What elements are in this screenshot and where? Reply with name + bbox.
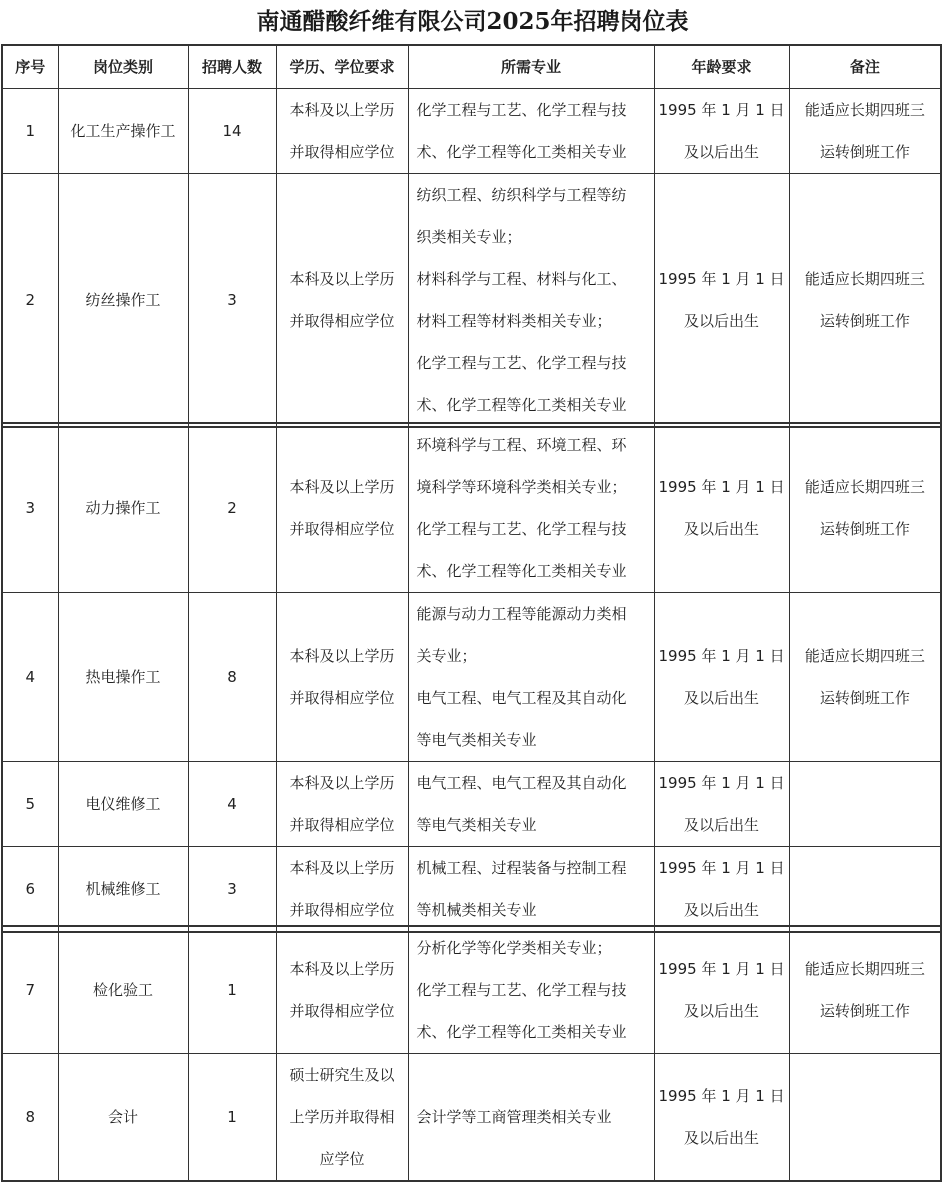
table-row [2, 423, 941, 593]
cell-line: 及以后出生 [684, 689, 760, 707]
note [789, 926, 941, 1054]
cell-line: 本科及以上学历 [289, 101, 395, 119]
position-category: 机械维修工 [58, 847, 188, 933]
cell-line: 能适应长期四班三 [804, 478, 925, 496]
table-header-row [2, 45, 941, 89]
cell-line: 电气工程、电气工程及其自动化 [416, 774, 627, 792]
cell-line: 分析化学等化学类相关专业； [416, 939, 612, 957]
table-row [2, 847, 941, 933]
age-requirement [654, 89, 789, 174]
table-row [2, 593, 941, 762]
hire-count: 2 [188, 423, 276, 593]
cell-line: 上学历并取得相 [289, 1108, 395, 1126]
table-row [2, 1054, 941, 1182]
cell-line: 及以后出生 [684, 901, 760, 919]
table-row [2, 926, 941, 1054]
cell-line: 并取得相应学位 [289, 689, 395, 707]
cell-line: 及以后出生 [684, 312, 760, 330]
recruitment-table-part2 [1, 422, 942, 933]
cell-line: 1995 年 1 月 1 日 [658, 647, 785, 665]
hire-count: 3 [188, 847, 276, 933]
age-requirement [654, 593, 789, 762]
cell-line: 术、化学工程等化工类相关专业 [416, 396, 627, 414]
required-major [408, 423, 654, 593]
cell-line: 及以后出生 [684, 520, 760, 538]
cell-line: 1995 年 1 月 1 日 [658, 478, 785, 496]
cell-line: 环境科学与工程、环境工程、环 [416, 436, 627, 454]
cell-line: 本科及以上学历 [289, 647, 395, 665]
note [789, 593, 941, 762]
education-requirement [276, 593, 408, 762]
page-title: 南通醋酸纤维有限公司2025年招聘岗位表 [256, 8, 689, 35]
header-note: 备注 [789, 45, 941, 89]
cell-line: 织类相关专业； [416, 228, 522, 246]
hire-count: 14 [188, 89, 276, 174]
education-requirement [276, 847, 408, 933]
position-category: 化工生产操作工 [58, 89, 188, 174]
cell-line: 应学位 [319, 1150, 365, 1168]
hire-count: 4 [188, 762, 276, 847]
required-major [408, 1054, 654, 1182]
cell-line: 纺织工程、纺织科学与工程等纺 [416, 186, 627, 204]
education-requirement [276, 1054, 408, 1182]
education-requirement [276, 926, 408, 1054]
table-row [2, 89, 941, 174]
cell-line: 会计学等工商管理类相关专业 [416, 1108, 612, 1126]
cell-line: 并取得相应学位 [289, 520, 395, 538]
note [789, 762, 941, 847]
position-category: 会计 [58, 1054, 188, 1182]
cell-line: 本科及以上学历 [289, 859, 395, 877]
cell-line: 本科及以上学历 [289, 478, 395, 496]
education-requirement [276, 89, 408, 174]
cell-line: 1995 年 1 月 1 日 [658, 1087, 785, 1105]
cell-line: 及以后出生 [684, 1002, 760, 1020]
table-row [2, 762, 941, 847]
note [789, 174, 941, 428]
cell-line: 及以后出生 [684, 1129, 760, 1147]
cell-line: 运转倒班工作 [819, 689, 910, 707]
cell-line: 并取得相应学位 [289, 901, 395, 919]
cell-line: 等机械类相关专业 [416, 901, 537, 919]
header-age: 年龄要求 [654, 45, 789, 89]
cell-line: 及以后出生 [684, 816, 760, 834]
cell-line: 能适应长期四班三 [804, 101, 925, 119]
header-no: 序号 [2, 45, 58, 89]
cell-line: 化学工程与工艺、化学工程与技 [416, 354, 627, 372]
cell-line: 化学工程与工艺、化学工程与技 [416, 101, 627, 119]
cell-line: 化学工程与工艺、化学工程与技 [416, 520, 627, 538]
education-requirement [276, 423, 408, 593]
recruitment-table-part3 [1, 925, 942, 1182]
row-number: 4 [2, 593, 58, 762]
cell-line: 材料工程等材料类相关专业； [416, 312, 612, 330]
row-number: 3 [2, 423, 58, 593]
header-category: 岗位类别 [58, 45, 188, 89]
hire-count: 3 [188, 174, 276, 428]
cell-line: 术、化学工程等化工类相关专业 [416, 143, 627, 161]
education-requirement [276, 174, 408, 428]
age-requirement [654, 847, 789, 933]
age-requirement [654, 174, 789, 428]
cell-line: 运转倒班工作 [819, 520, 910, 538]
hire-count: 1 [188, 926, 276, 1054]
age-requirement [654, 423, 789, 593]
cell-line: 运转倒班工作 [819, 143, 910, 161]
recruitment-table-part1 [1, 44, 942, 428]
cell-line: 化学工程与工艺、化学工程与技 [416, 981, 627, 999]
cell-line: 电气工程、电气工程及其自动化 [416, 689, 627, 707]
cell-line: 能源与动力工程等能源动力类相 [416, 605, 627, 623]
cell-line: 1995 年 1 月 1 日 [658, 859, 785, 877]
header-education: 学历、学位要求 [276, 45, 408, 89]
education-requirement [276, 762, 408, 847]
cell-line: 运转倒班工作 [819, 312, 910, 330]
cell-line: 术、化学工程等化工类相关专业 [416, 562, 627, 580]
required-major [408, 89, 654, 174]
note [789, 847, 941, 933]
cell-line: 硕士研究生及以 [289, 1066, 395, 1084]
cell-line: 并取得相应学位 [289, 816, 395, 834]
cell-line: 并取得相应学位 [289, 143, 395, 161]
required-major [408, 593, 654, 762]
row-number: 1 [2, 89, 58, 174]
cell-line: 材料科学与工程、材料与化工、 [416, 270, 627, 288]
cell-line: 本科及以上学历 [289, 774, 395, 792]
row-number: 8 [2, 1054, 58, 1182]
note [789, 423, 941, 593]
cell-line: 等电气类相关专业 [416, 731, 537, 749]
header-count: 招聘人数 [188, 45, 276, 89]
row-number: 5 [2, 762, 58, 847]
cell-line: 及以后出生 [684, 143, 760, 161]
required-major [408, 174, 654, 428]
position-category: 电仪维修工 [58, 762, 188, 847]
position-category: 检化验工 [58, 926, 188, 1054]
cell-line: 1995 年 1 月 1 日 [658, 101, 785, 119]
row-number: 6 [2, 847, 58, 933]
cell-line: 本科及以上学历 [289, 270, 395, 288]
cell-line: 境科学等环境科学类相关专业； [416, 478, 627, 496]
row-number: 2 [2, 174, 58, 428]
row-number: 7 [2, 926, 58, 1054]
age-requirement [654, 1054, 789, 1182]
note [789, 89, 941, 174]
cell-line: 能适应长期四班三 [804, 647, 925, 665]
age-requirement [654, 926, 789, 1054]
hire-count: 8 [188, 593, 276, 762]
cell-line: 1995 年 1 月 1 日 [658, 960, 785, 978]
cell-line: 能适应长期四班三 [804, 960, 925, 978]
required-major [408, 926, 654, 1054]
position-category: 热电操作工 [58, 593, 188, 762]
table-row [2, 174, 941, 428]
cell-line: 1995 年 1 月 1 日 [658, 270, 785, 288]
cell-line: 能适应长期四班三 [804, 270, 925, 288]
cell-line: 术、化学工程等化工类相关专业 [416, 1023, 627, 1041]
cell-line: 等电气类相关专业 [416, 816, 537, 834]
required-major [408, 762, 654, 847]
cell-line: 并取得相应学位 [289, 1002, 395, 1020]
header-major: 所需专业 [408, 45, 654, 89]
cell-line: 本科及以上学历 [289, 960, 395, 978]
cell-line: 1995 年 1 月 1 日 [658, 774, 785, 792]
cell-line: 并取得相应学位 [289, 312, 395, 330]
note [789, 1054, 941, 1182]
cell-line: 关专业； [416, 647, 477, 665]
cell-line: 机械工程、过程装备与控制工程 [416, 859, 627, 877]
position-category: 纺丝操作工 [58, 174, 188, 428]
hire-count: 1 [188, 1054, 276, 1182]
required-major [408, 847, 654, 933]
age-requirement [654, 762, 789, 847]
position-category: 动力操作工 [58, 423, 188, 593]
cell-line: 运转倒班工作 [819, 1002, 910, 1020]
